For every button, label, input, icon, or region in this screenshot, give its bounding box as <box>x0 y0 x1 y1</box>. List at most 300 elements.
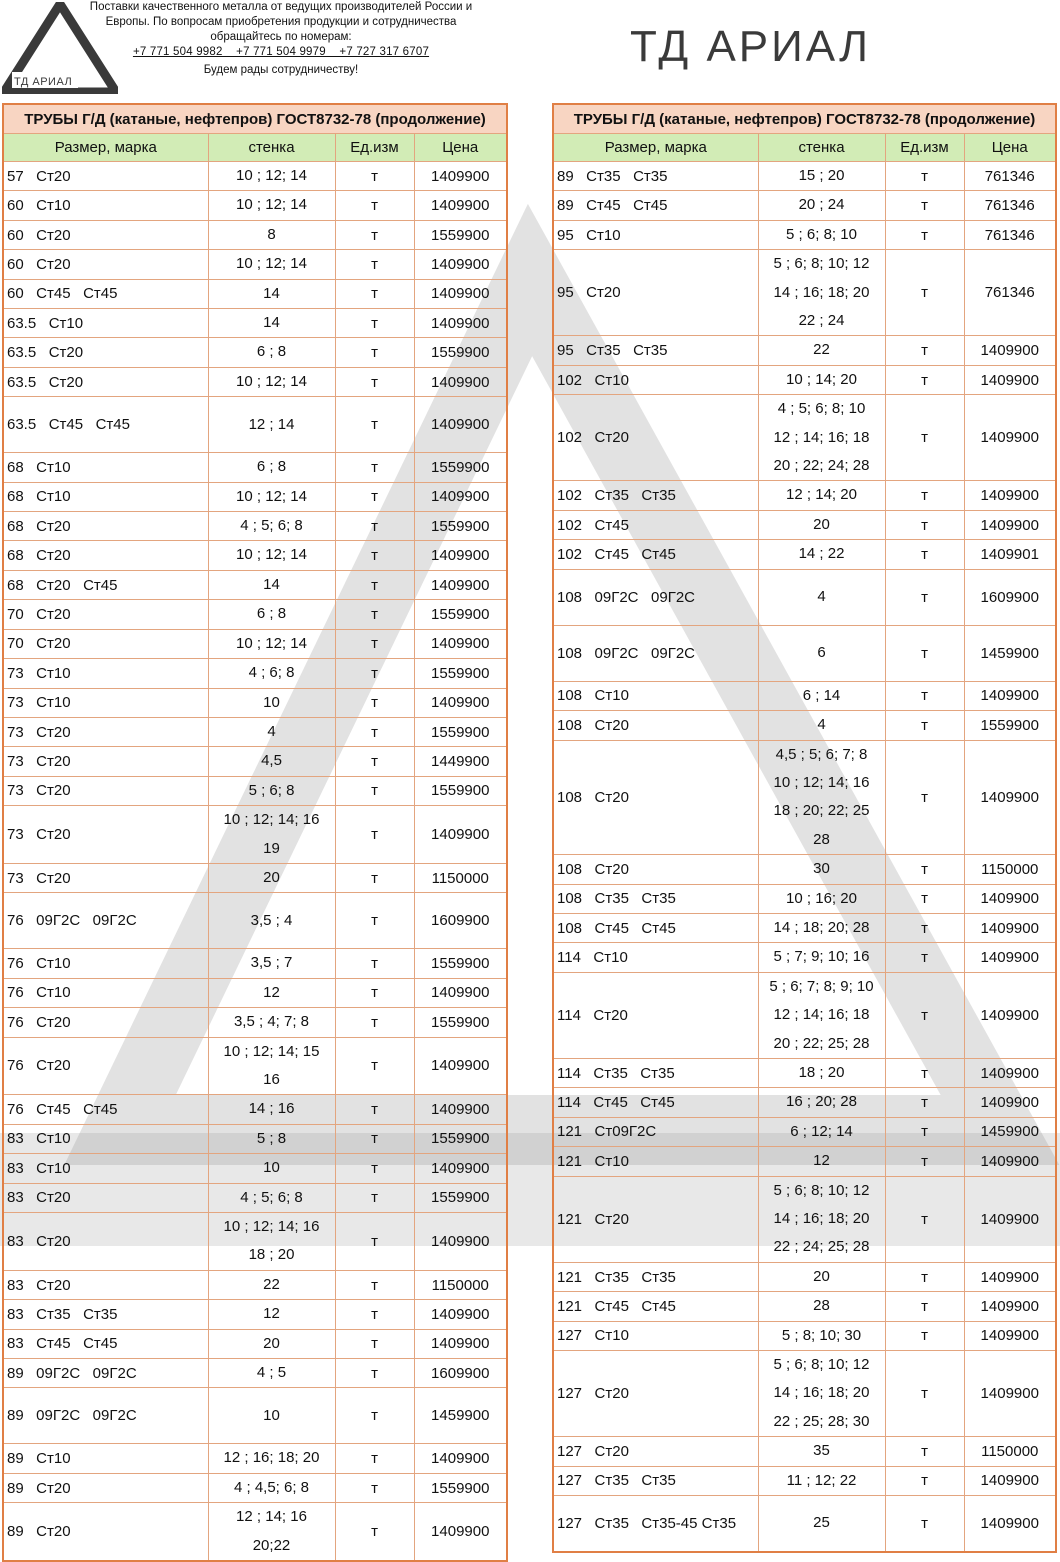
cell-unit: т <box>885 625 964 681</box>
cell-wall <box>208 338 335 367</box>
cell-unit: т <box>885 913 964 942</box>
table-row <box>3 1124 507 1153</box>
cell-unit: т <box>335 1037 414 1095</box>
cell-unit: т <box>885 569 964 625</box>
wall-line: 3,5 ; 4 <box>250 911 293 929</box>
cell-wall <box>758 1117 885 1146</box>
cell-unit: т <box>885 220 964 249</box>
wall-line: 20 <box>813 1267 830 1285</box>
cell-price: 761346 <box>964 220 1056 249</box>
wall-line: 22 ; 24; 25; 28 <box>773 1238 870 1256</box>
cell-unit: т <box>885 1058 964 1087</box>
cell-unit: т <box>335 1213 414 1271</box>
cell-size-grade: 73 Ст20 <box>3 717 208 746</box>
phone-numbers[interactable]: +7 771 504 9982 +7 771 504 9979 +7 727 317 6707 <box>132 46 430 58</box>
cell-size-grade: 127 Ст10 <box>553 1321 758 1350</box>
cell-size-grade: 68 Ст20 <box>3 541 208 570</box>
cell-size-grade: 127 Ст20 <box>553 1437 758 1466</box>
cell-unit: т <box>335 309 414 338</box>
cell-price: 1409900 <box>964 510 1056 539</box>
cell-price: 1409900 <box>414 482 507 511</box>
wall-line: 5 ; 6; 8 <box>248 781 295 799</box>
table-row <box>553 510 1056 539</box>
wall-line: 12 ; 14; 20 <box>786 486 857 504</box>
wall-line: 6 ; 12; 14 <box>790 1122 853 1140</box>
cell-wall <box>758 1437 885 1466</box>
cell-wall <box>208 600 335 629</box>
cell-size-grade: 73 Ст10 <box>3 688 208 717</box>
table-row <box>3 1270 507 1299</box>
table-row <box>3 367 507 396</box>
table-title: ТРУБЫ Г/Д (катаные, нефтепров) ГОСТ8732-78 (продолжение) <box>553 104 1056 134</box>
cell-size-grade: 102 Ст35 Ст35 <box>553 481 758 510</box>
cell-unit: т <box>885 1466 964 1495</box>
table-row <box>553 711 1056 740</box>
cell-wall <box>208 367 335 396</box>
cell-wall <box>758 336 885 365</box>
cell-size-grade: 63.5 Ст10 <box>3 309 208 338</box>
table-row <box>3 570 507 599</box>
cell-unit: т <box>885 1262 964 1291</box>
column-header-unit: Ед.изм <box>885 134 964 162</box>
cell-price: 1559900 <box>414 1183 507 1212</box>
cell-size-grade: 76 Ст10 <box>3 978 208 1007</box>
cell-price: 1409900 <box>964 481 1056 510</box>
table-row <box>3 541 507 570</box>
wall-line: 10 ; 12; 14; 15 <box>223 1042 320 1060</box>
cell-unit: т <box>335 1095 414 1124</box>
cell-price: 1409900 <box>414 367 507 396</box>
cell-unit: т <box>885 336 964 365</box>
cell-wall <box>758 625 885 681</box>
wall-line: 5 ; 6; 7; 8; 9; 10 <box>769 977 874 995</box>
cell-price: 1409900 <box>414 309 507 338</box>
cell-price: 1409900 <box>964 1058 1056 1087</box>
table-row <box>553 1176 1056 1262</box>
cell-unit: т <box>335 250 414 279</box>
cell-unit: т <box>885 711 964 740</box>
cell-wall <box>208 1095 335 1124</box>
column-header-unit: Ед.изм <box>335 134 414 162</box>
wall-line: 22 ; 24 <box>798 312 845 330</box>
cell-price: 1409900 <box>414 1213 507 1271</box>
cell-wall <box>758 395 885 481</box>
cell-size-grade: 60 Ст45 Ст45 <box>3 279 208 308</box>
cell-price: 1409900 <box>964 1351 1056 1437</box>
cell-unit: т <box>335 893 414 949</box>
table-row <box>3 688 507 717</box>
table-title: ТРУБЫ Г/Д (катаные, нефтепров) ГОСТ8732-78 (продолжение) <box>3 104 507 134</box>
cell-price: 1409900 <box>414 162 507 191</box>
cell-unit: т <box>335 1329 414 1358</box>
cell-price: 1150000 <box>964 855 1056 884</box>
cell-price: 1409900 <box>414 1300 507 1329</box>
wall-line: 10 <box>263 693 280 711</box>
cell-size-grade: 127 Ст35 Ст35-45 Ст35 <box>553 1496 758 1553</box>
cell-size-grade: 68 Ст20 <box>3 512 208 541</box>
cell-price: 1409900 <box>964 884 1056 913</box>
wall-line: 5 ; 6; 8; 10; 12 <box>773 1181 870 1199</box>
cell-wall <box>758 1176 885 1262</box>
cell-wall <box>208 806 335 864</box>
cell-wall <box>758 972 885 1058</box>
cell-size-grade: 108 Ст20 <box>553 740 758 855</box>
table-body <box>553 162 1056 1553</box>
table-row <box>3 1154 507 1183</box>
cell-price: 1409900 <box>414 397 507 453</box>
cell-size-grade: 83 Ст20 <box>3 1270 208 1299</box>
cell-size-grade: 102 Ст10 <box>553 365 758 394</box>
cell-price: 1559900 <box>414 1008 507 1037</box>
table-row <box>553 1351 1056 1437</box>
cell-wall <box>208 1270 335 1299</box>
cell-price: 761346 <box>964 250 1056 336</box>
cell-unit: т <box>335 949 414 978</box>
wall-line: 35 <box>813 1442 830 1460</box>
price-table-left <box>2 103 508 1562</box>
wall-line: 14 ; 16; 18; 20 <box>773 1384 870 1402</box>
cell-size-grade: 57 Ст20 <box>3 162 208 191</box>
wall-line: 4 ; 5; 6; 8 <box>240 517 303 535</box>
cell-wall <box>208 1037 335 1095</box>
wall-line: 6 ; 8 <box>256 458 287 476</box>
cell-wall <box>758 481 885 510</box>
wall-line: 4 ; 6; 8 <box>248 664 295 682</box>
cell-unit: т <box>335 776 414 805</box>
wall-line: 5 ; 6; 8; 10; 12 <box>773 255 870 273</box>
wall-line: 8 <box>267 225 276 243</box>
cell-size-grade: 121 Ст10 <box>553 1147 758 1176</box>
wall-line: 10 ; 12; 14 <box>236 487 307 505</box>
cell-size-grade: 76 09Г2С 09Г2С <box>3 893 208 949</box>
cell-size-grade: 127 Ст35 Ст35 <box>553 1466 758 1495</box>
cell-unit: т <box>335 1300 414 1329</box>
table-row <box>553 1058 1056 1087</box>
table-row <box>3 1095 507 1124</box>
cell-size-grade: 83 Ст10 <box>3 1154 208 1183</box>
cell-wall <box>208 570 335 599</box>
table-row <box>553 681 1056 710</box>
cell-wall <box>208 978 335 1007</box>
cell-wall <box>208 1444 335 1473</box>
cell-price: 1409900 <box>964 395 1056 481</box>
cell-size-grade: 89 09Г2С 09Г2С <box>3 1359 208 1388</box>
cell-unit: т <box>885 510 964 539</box>
cell-unit: т <box>335 747 414 776</box>
cell-size-grade: 95 Ст20 <box>553 250 758 336</box>
cell-unit: т <box>335 512 414 541</box>
table-row <box>3 1503 507 1561</box>
contact-line-2: Европы. По вопросам приобретения продукции и сотрудничества <box>105 16 457 28</box>
wall-line: 20 ; 22; 25; 28 <box>773 1034 870 1052</box>
contact-line-1: Поставки качественного металла от ведущих производителей России и <box>89 1 473 13</box>
wall-line: 16 <box>263 1070 280 1088</box>
wall-line: 12 ; 14; 16 <box>236 1508 307 1526</box>
wall-line: 30 <box>813 860 830 878</box>
cell-wall <box>208 1300 335 1329</box>
cell-price: 1150000 <box>414 1270 507 1299</box>
cell-price: 1409900 <box>414 1503 507 1561</box>
table-row <box>553 250 1056 336</box>
cell-unit: т <box>885 1117 964 1146</box>
cell-wall <box>208 250 335 279</box>
table-row <box>3 279 507 308</box>
cell-wall <box>208 453 335 482</box>
cell-size-grade: 63.5 Ст20 <box>3 338 208 367</box>
wall-line: 4 ; 5; 6; 8; 10 <box>777 400 866 418</box>
wall-line: 3,5 ; 4; 7; 8 <box>233 1013 310 1031</box>
wall-line: 10 ; 12; 14 <box>236 167 307 184</box>
cell-unit: т <box>885 1437 964 1466</box>
cell-wall <box>758 191 885 220</box>
wall-line: 4,5 <box>261 752 282 770</box>
cell-wall <box>758 220 885 249</box>
wall-line: 12 ; 16; 18; 20 <box>223 1449 320 1467</box>
table-row <box>3 717 507 746</box>
wall-line: 4,5 ; 5; 6; 7; 8 <box>775 745 868 763</box>
cell-price: 1409900 <box>414 1329 507 1358</box>
cell-size-grade: 121 Ст45 Ст45 <box>553 1292 758 1321</box>
cell-size-grade: 83 Ст20 <box>3 1213 208 1271</box>
cell-unit: т <box>885 1147 964 1176</box>
cell-unit: т <box>335 1270 414 1299</box>
cell-price: 1559900 <box>964 711 1056 740</box>
cell-size-grade: 121 Ст20 <box>553 1176 758 1262</box>
cell-price: 1409900 <box>964 336 1056 365</box>
cell-wall <box>208 512 335 541</box>
cell-unit: т <box>885 884 964 913</box>
cell-unit: т <box>335 541 414 570</box>
cell-wall <box>208 629 335 658</box>
wall-line: 20 <box>263 868 280 886</box>
wall-line: 10 ; 12; 14; 16 <box>223 811 320 829</box>
brand-name: ТД АРИАЛ <box>630 22 871 71</box>
cell-wall <box>208 1388 335 1444</box>
cell-size-grade: 89 Ст45 Ст45 <box>553 191 758 220</box>
cell-wall <box>208 717 335 746</box>
cell-price: 1409900 <box>964 972 1056 1058</box>
cell-price: 1409900 <box>414 570 507 599</box>
cell-unit: т <box>335 279 414 308</box>
cell-wall <box>208 220 335 249</box>
wall-line: 5 ; 6; 8; 10 <box>786 225 857 243</box>
table-row <box>553 220 1056 249</box>
column-header-size: Размер, марка <box>3 134 208 162</box>
wall-line: 14 ; 16 <box>248 1100 295 1118</box>
wall-line: 5 ; 6; 8; 10; 12 <box>773 1356 870 1374</box>
cell-unit: т <box>335 717 414 746</box>
cell-size-grade: 76 Ст20 <box>3 1037 208 1095</box>
cell-size-grade: 76 Ст45 Ст45 <box>3 1095 208 1124</box>
cell-size-grade: 108 Ст20 <box>553 711 758 740</box>
cell-unit: т <box>885 1496 964 1553</box>
wall-line: 18 ; 20 <box>798 1063 845 1081</box>
cell-size-grade: 121 Ст09Г2С <box>553 1117 758 1146</box>
cell-price: 1409901 <box>964 540 1056 569</box>
cell-size-grade: 102 Ст45 Ст45 <box>553 540 758 569</box>
cell-size-grade: 73 Ст20 <box>3 776 208 805</box>
wall-line: 10 ; 12; 14 <box>236 546 307 564</box>
page-header <box>0 0 1060 100</box>
cell-price: 1409900 <box>964 1088 1056 1117</box>
cell-wall <box>208 747 335 776</box>
table-row <box>3 220 507 249</box>
table-row <box>3 978 507 1007</box>
wall-line: 28 <box>813 830 830 848</box>
cell-size-grade: 108 09Г2С 09Г2С <box>553 569 758 625</box>
cell-wall <box>758 943 885 972</box>
wall-line: 14 ; 16; 18; 20 <box>773 1210 870 1227</box>
cell-price: 1409900 <box>964 1292 1056 1321</box>
cell-unit: т <box>335 453 414 482</box>
wall-line: 14 <box>263 284 280 302</box>
cell-price: 1409900 <box>964 365 1056 394</box>
column-header-price: Цена <box>414 134 507 162</box>
wall-line: 10 ; 12; 14 <box>236 255 307 273</box>
cell-size-grade: 89 Ст20 <box>3 1503 208 1561</box>
cell-size-grade: 83 Ст45 Ст45 <box>3 1329 208 1358</box>
cell-price: 1409900 <box>414 250 507 279</box>
cell-price: 1409900 <box>964 740 1056 855</box>
contact-line-3: обращайтесь по номерам: <box>210 31 352 43</box>
cell-price: 1409900 <box>414 978 507 1007</box>
cell-unit: т <box>335 1008 414 1037</box>
table-row <box>3 659 507 688</box>
cell-price: 1559900 <box>414 600 507 629</box>
wall-line: 6 ; 14 <box>802 686 841 704</box>
cell-wall <box>758 740 885 855</box>
cell-unit: т <box>885 740 964 855</box>
cell-wall <box>208 1359 335 1388</box>
cell-size-grade: 73 Ст20 <box>3 747 208 776</box>
cell-size-grade: 60 Ст20 <box>3 250 208 279</box>
table-row <box>553 1292 1056 1321</box>
table-row <box>553 884 1056 913</box>
table-row <box>553 1437 1056 1466</box>
wall-line: 10 ; 12; 14; 16 <box>773 773 870 791</box>
cell-price: 1559900 <box>414 338 507 367</box>
table-row <box>3 512 507 541</box>
table-row <box>3 893 507 949</box>
cell-wall <box>208 162 335 191</box>
wall-line: 20 <box>813 515 830 533</box>
cell-size-grade: 89 Ст10 <box>3 1444 208 1473</box>
wall-line: 14 ; 18; 20; 28 <box>773 918 870 936</box>
cell-wall <box>208 1213 335 1271</box>
wall-line: 15 ; 20 <box>798 167 845 184</box>
cell-size-grade: 95 Ст10 <box>553 220 758 249</box>
cell-unit: т <box>335 978 414 1007</box>
cell-size-grade: 127 Ст20 <box>553 1351 758 1437</box>
cell-size-grade: 60 Ст20 <box>3 220 208 249</box>
cell-price: 1150000 <box>414 863 507 892</box>
table-row <box>3 1037 507 1095</box>
table-row <box>3 1008 507 1037</box>
table-row <box>3 806 507 864</box>
cell-price: 1409900 <box>964 1321 1056 1350</box>
cell-unit: т <box>335 863 414 892</box>
cell-size-grade: 89 09Г2С 09Г2С <box>3 1388 208 1444</box>
table-row <box>3 1183 507 1212</box>
cell-unit: т <box>885 162 964 191</box>
table-row <box>3 1213 507 1271</box>
cell-price: 1559900 <box>414 1124 507 1153</box>
cell-unit: т <box>885 395 964 481</box>
table-row <box>3 747 507 776</box>
table-row <box>553 336 1056 365</box>
cell-size-grade: 70 Ст20 <box>3 600 208 629</box>
wall-line: 12 <box>263 1305 280 1323</box>
wall-line: 4 ; 5; 6; 8 <box>240 1188 303 1206</box>
wall-line: 10 ; 12; 14 <box>236 634 307 652</box>
cell-price: 1409900 <box>964 1466 1056 1495</box>
cell-unit: т <box>885 250 964 336</box>
cell-wall <box>758 1466 885 1495</box>
wall-line: 5 ; 8 <box>256 1129 287 1147</box>
cell-wall <box>208 893 335 949</box>
cell-price: 1409900 <box>414 1095 507 1124</box>
cell-wall <box>758 1147 885 1176</box>
cell-wall <box>758 913 885 942</box>
cell-price: 1409900 <box>414 1444 507 1473</box>
cell-wall <box>758 540 885 569</box>
wall-line: 10 ; 12; 14 <box>236 196 307 214</box>
wall-line: 19 <box>263 839 280 857</box>
cell-price: 1609900 <box>964 569 1056 625</box>
column-header-price: Цена <box>964 134 1056 162</box>
cell-size-grade: 76 Ст20 <box>3 1008 208 1037</box>
wall-line: 20 <box>263 1334 280 1352</box>
cell-unit: т <box>335 570 414 599</box>
cell-size-grade: 108 Ст35 Ст35 <box>553 884 758 913</box>
wall-line: 10 ; 16; 20 <box>786 889 857 907</box>
cell-price: 1559900 <box>414 949 507 978</box>
cell-price: 1609900 <box>414 893 507 949</box>
wall-line: 18 ; 20 <box>248 1246 295 1264</box>
cell-unit: т <box>335 367 414 396</box>
wall-line: 12 <box>813 1152 830 1170</box>
cell-unit: т <box>885 540 964 569</box>
wall-line: 20 ; 24 <box>798 196 845 214</box>
cell-price: 1559900 <box>414 512 507 541</box>
cell-unit: т <box>885 365 964 394</box>
cell-price: 761346 <box>964 162 1056 191</box>
cell-price: 1609900 <box>414 1359 507 1388</box>
cell-wall <box>208 1124 335 1153</box>
cell-size-grade: 114 Ст10 <box>553 943 758 972</box>
column-header-size: Размер, марка <box>553 134 758 162</box>
cell-unit: т <box>885 855 964 884</box>
cell-wall <box>208 659 335 688</box>
table-row <box>3 397 507 453</box>
cell-unit: т <box>335 1388 414 1444</box>
table-row <box>553 943 1056 972</box>
cell-wall <box>208 1503 335 1561</box>
table-row <box>553 481 1056 510</box>
wall-line: 11 ; 12; 22 <box>786 1471 857 1489</box>
cell-wall <box>758 250 885 336</box>
cell-price: 1409900 <box>414 541 507 570</box>
cell-wall <box>758 855 885 884</box>
cell-size-grade: 83 Ст20 <box>3 1183 208 1212</box>
table-row <box>3 453 507 482</box>
cell-size-grade: 108 Ст20 <box>553 855 758 884</box>
cell-wall <box>758 510 885 539</box>
wall-line: 25 <box>813 1514 830 1532</box>
table-row <box>3 1388 507 1444</box>
wall-line: 20;22 <box>252 1536 291 1554</box>
wall-line: 10 ; 12; 14; 16 <box>223 1218 320 1235</box>
